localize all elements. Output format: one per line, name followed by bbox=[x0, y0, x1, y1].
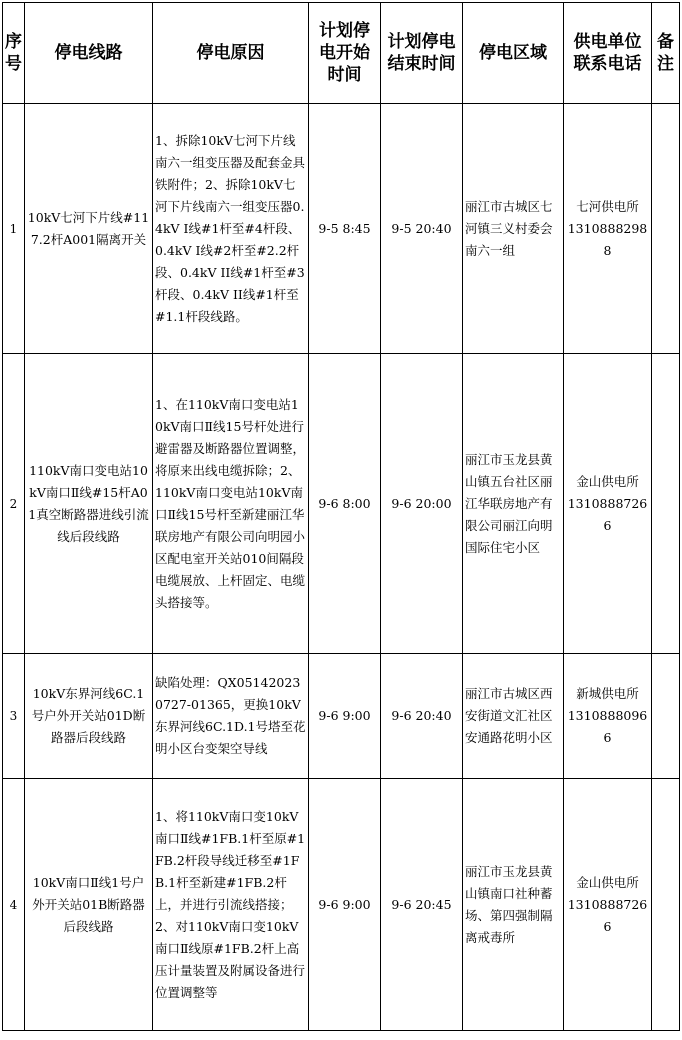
row-phone: 13108887266 bbox=[567, 896, 648, 934]
row-seq: 3 bbox=[3, 654, 25, 779]
row-reason: 1、在110kV南口变电站10kV南口Ⅱ线15号杆处进行避雷器及断路器位置调整，将原来出线电缆拆除；2、110kV南口变电站10kV南口Ⅱ线15号杆至新建丽江华联房地产有限公司向明园小区配电室开关站010间隔段电缆展放、上杆固定、电缆头搭接等。 bbox=[153, 354, 309, 654]
row-unit: 新城供电所 bbox=[576, 686, 639, 701]
table-row bbox=[3, 104, 680, 354]
header-contact: 供电单位联系电话 bbox=[564, 3, 652, 104]
row-reason: 1、拆除10kV七河下片线南六一组变压器及配套金具铁附件；2、拆除10kV七河下片线南六一组变压器0.4kV I线#1杆至#4杆段、0.4kV I线#2杆至#2.2杆段、0.4kV II线#1杆至#3杆段、0.4kV II线#1杆至#1.1杆段线路。 bbox=[153, 104, 309, 354]
row-start-time: 9-6 9:00 bbox=[309, 779, 381, 1031]
table-row bbox=[3, 779, 680, 1031]
row-start-time: 9-6 8:00 bbox=[309, 354, 381, 654]
row-unit: 金山供电所 bbox=[576, 473, 639, 489]
header-note: 备注 bbox=[652, 3, 680, 104]
row-reason: 1、将110kV南口变10kV南口Ⅱ线#1FB.1杆至原#1FB.2杆段导线迁移至#1FB.1杆至新建#1FB.2杆上，并进行引流线搭接；2、对110kV南口变10kV南口Ⅱ线原#1FB.2杆上高压计量装置及附属设备进行位置调整等 bbox=[153, 779, 309, 1031]
header-row bbox=[3, 3, 680, 104]
row-area: 丽江市古城区七河镇三义村委会南六一组 bbox=[463, 104, 564, 354]
row-note bbox=[652, 354, 680, 654]
row-end-time: 9-6 20:40 bbox=[381, 654, 463, 779]
row-start-time: 9-6 9:00 bbox=[309, 654, 381, 779]
row-end-time: 9-6 20:45 bbox=[381, 779, 463, 1031]
header-line: 停电线路 bbox=[25, 3, 153, 104]
header-area: 停电区域 bbox=[463, 3, 564, 104]
row-line: 10kV七河下片线#117.2杆A001隔离开关 bbox=[25, 104, 153, 354]
row-seq: 1 bbox=[3, 104, 25, 354]
row-note bbox=[652, 654, 680, 779]
row-contact bbox=[564, 654, 652, 779]
row-seq: 2 bbox=[3, 354, 25, 654]
row-end-time: 9-6 20:00 bbox=[381, 354, 463, 654]
row-line: 110kV南口变电站10kV南口Ⅱ线#15杆A01真空断路器进线引流线后段线路 bbox=[25, 354, 153, 654]
header-seq: 序号 bbox=[3, 3, 25, 104]
row-line: 10kV东界河线6C.1号户外开关站01D断路器后段线路 bbox=[25, 654, 153, 779]
power-outage-table bbox=[2, 2, 680, 1031]
row-note bbox=[652, 779, 680, 1031]
row-phone: 13108880966 bbox=[567, 708, 648, 745]
row-area: 丽江市玉龙县黄山镇五台社区丽江华联房地产有限公司丽江向明国际住宅小区 bbox=[463, 354, 564, 654]
row-unit: 金山供电所 bbox=[576, 874, 639, 890]
row-area: 丽江市古城区西安街道文汇社区安通路花明小区 bbox=[463, 654, 564, 779]
table-row bbox=[3, 654, 680, 779]
row-phone: 13108887266 bbox=[567, 495, 648, 533]
table-row bbox=[3, 354, 680, 654]
row-seq: 4 bbox=[3, 779, 25, 1031]
header-start-time: 计划停电开始时间 bbox=[309, 3, 381, 104]
row-line: 10kV南口Ⅱ线1号户外开关站01B断路器后段线路 bbox=[25, 779, 153, 1031]
row-reason: 缺陷处理：QX051420230727-01365，更换10kV东界河线6C.1D.1号塔至花明小区台变架空导线 bbox=[153, 654, 309, 779]
row-contact bbox=[564, 104, 652, 354]
row-contact bbox=[564, 779, 652, 1031]
row-note bbox=[652, 104, 680, 354]
row-phone: 13108882988 bbox=[567, 220, 648, 258]
row-area: 丽江市玉龙县黄山镇南口社种蓄场、第四强制隔离戒毒所 bbox=[463, 779, 564, 1031]
row-start-time: 9-5 8:45 bbox=[309, 104, 381, 354]
header-end-time: 计划停电结束时间 bbox=[381, 3, 463, 104]
row-unit: 七河供电所 bbox=[576, 198, 639, 214]
header-reason: 停电原因 bbox=[153, 3, 309, 104]
row-end-time: 9-5 20:40 bbox=[381, 104, 463, 354]
row-contact bbox=[564, 354, 652, 654]
